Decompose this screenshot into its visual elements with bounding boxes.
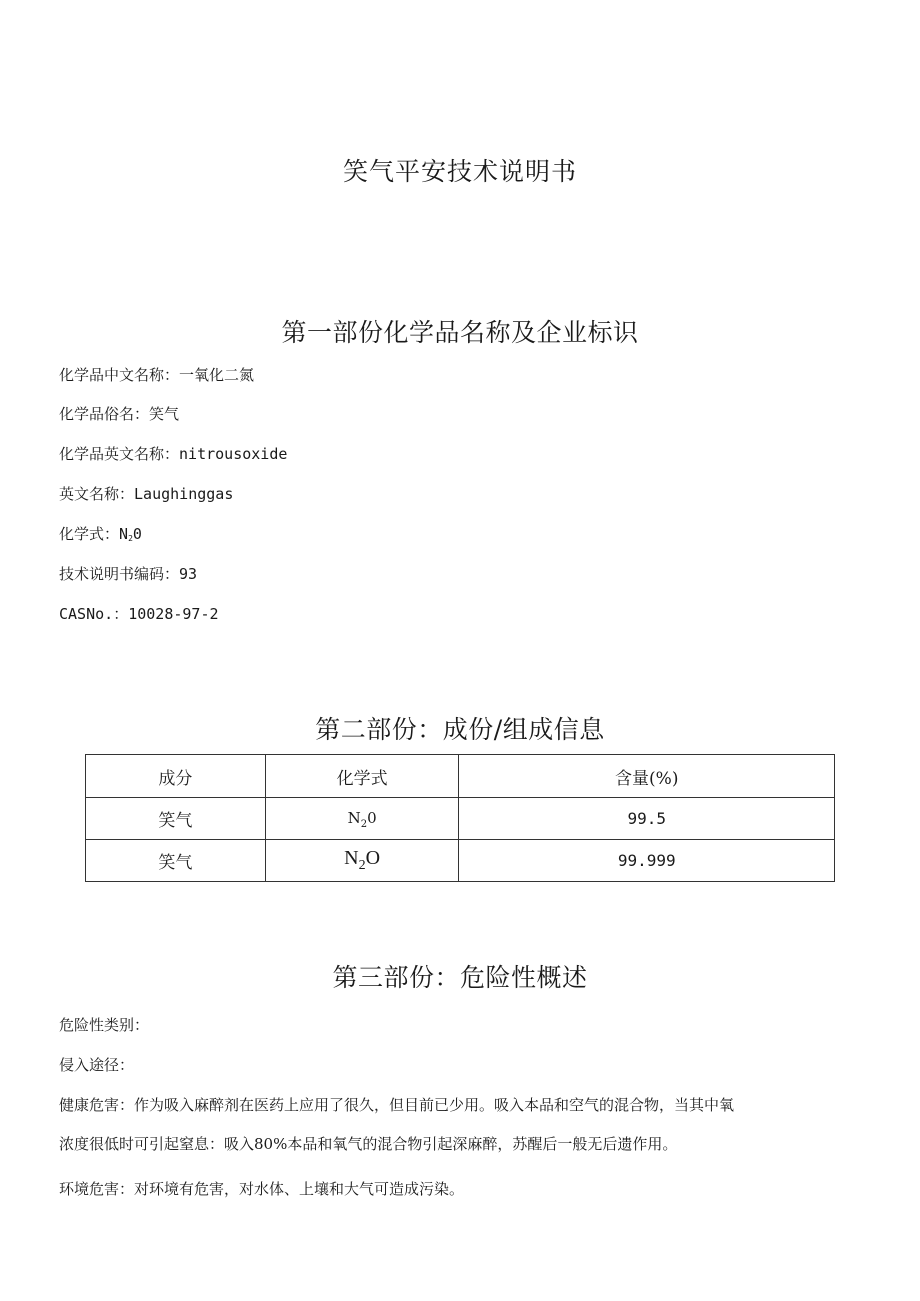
field-label: 化学式 <box>59 525 105 543</box>
field-label: 化学品中文名称 <box>59 366 165 384</box>
exposure-route: 侵入途径： <box>59 1056 135 1074</box>
cell-formula: $N_2O$ <box>265 840 459 882</box>
field-chinese-name: 化学品中文名称：一氧化二氮 <box>59 366 255 384</box>
cell-component: 笑气 <box>86 798 266 840</box>
document-title: 笑气平安技术说明书 <box>342 157 577 186</box>
field-value: 笑气 <box>149 405 180 423</box>
composition-table <box>85 754 835 882</box>
field-label: 化学品俗名 <box>59 405 135 423</box>
field-cas-number: CASNo.：10028-97-2 <box>59 605 219 623</box>
table-row <box>86 840 835 882</box>
field-value: 10028-97-2 <box>128 605 219 623</box>
field-english-chem-name: 化学品英文名称：nitrousoxide <box>59 445 288 463</box>
field-label: 化学品英文名称 <box>59 445 165 463</box>
field-value: 93 <box>179 565 198 583</box>
hazard-category: 危险性类别： <box>59 1016 150 1034</box>
field-value: nitrousoxide <box>179 445 288 463</box>
field-value: Laughinggas <box>134 485 234 503</box>
cell-formula: $N_20$ <box>265 798 459 840</box>
field-common-name: 化学品俗名：笑气 <box>59 405 180 423</box>
column-header-component: 成分 <box>86 755 266 798</box>
field-label: CASNo. <box>59 605 114 623</box>
cell-component: 笑气 <box>86 840 266 882</box>
column-header-content: 含量(%) <box>459 755 835 798</box>
field-spec-code: 技术说明书编码：93 <box>59 565 198 583</box>
field-label: 英文名称 <box>59 485 120 503</box>
cell-content: 99.5 <box>459 798 835 840</box>
field-value: 一氧化二氮 <box>179 366 255 384</box>
table-row <box>86 798 835 840</box>
field-english-name: 英文名称：Laughinggas <box>59 485 234 503</box>
cell-content: 99.999 <box>459 840 835 882</box>
field-value: N20 <box>119 525 142 543</box>
part3-heading: 第三部份：危险性概述 <box>332 963 588 992</box>
health-hazard-line-2: 浓度很低时可引起窒息：吸入80%本品和氧气的混合物引起深麻醉，苏醒后一般无后遗作用。 <box>59 1135 678 1153</box>
part2-heading: 第二部份：成份/组成信息 <box>315 715 605 744</box>
environmental-hazard: 环境危害：对环境有危害，对水体、上壤和大气可造成污染。 <box>59 1180 465 1198</box>
part1-heading: 第一部份化学品名称及企业标识 <box>281 318 639 347</box>
field-chemical-formula: 化学式：N20 <box>59 525 142 543</box>
health-hazard-line-1: 健康危害：作为吸入麻醉剂在医药上应用了很久，但目前已少用。吸入本品和空气的混合物，当其中氧 <box>59 1096 735 1114</box>
column-header-formula: 化学式 <box>265 755 459 798</box>
table-header-row <box>86 755 835 798</box>
field-label: 技术说明书编码 <box>59 565 165 583</box>
